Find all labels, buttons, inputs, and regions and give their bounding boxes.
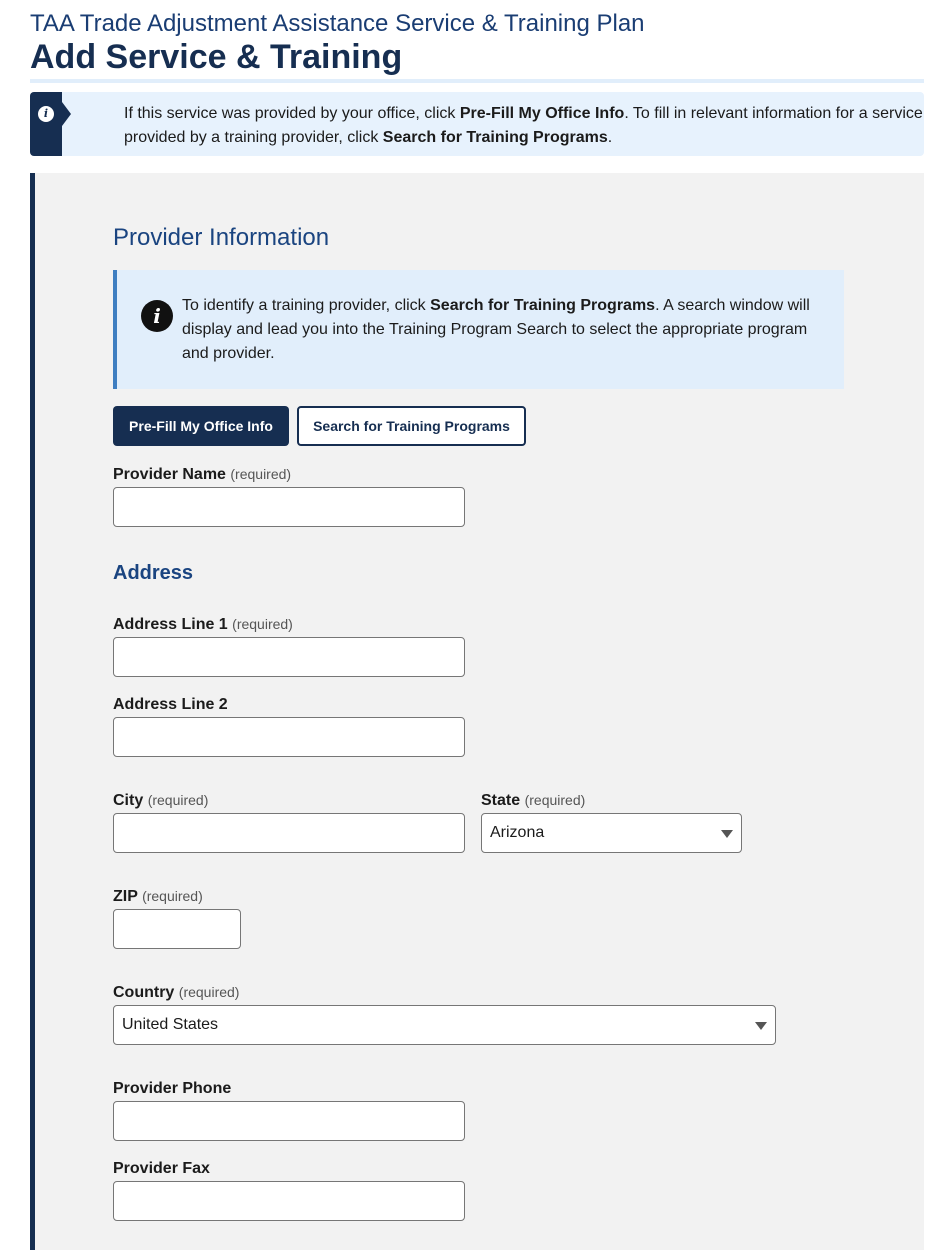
alert-text-segment: . A search window will display and lead you into the Training Program Search to select the appropriate program and provider. [182,297,810,362]
alert-text-segment: . [607,129,613,146]
country-label [113,984,239,1002]
address-line-1-label [113,616,293,634]
alert-message [124,102,924,150]
alert-flag [30,92,62,156]
prefill-office-info-button[interactable]: Pre-Fill My Office Info [113,406,289,446]
address-line-1-input[interactable] [113,637,465,677]
info-icon: i [38,106,54,122]
alert-text-segment: . To fill in relevant information for a service provided by a training provider, click [124,105,923,146]
provider-phone-input[interactable] [113,1101,465,1141]
address-line-2-input[interactable] [113,717,465,757]
required-indicator: (required) [524,792,586,808]
city-input[interactable] [113,813,465,853]
provider-name-label [113,466,291,484]
required-indicator: (required) [178,984,240,1000]
alert-bold-prefill: Pre-Fill My Office Info [459,105,625,122]
caret-down-icon [755,1022,767,1030]
info-icon: i [141,300,173,332]
caret-down-icon [721,830,733,838]
required-indicator: (required) [147,792,209,808]
city-label [113,792,208,810]
alert-bold-search: Search for Training Programs [430,297,656,314]
provider-alert-message [182,294,832,366]
provider-phone-label: Provider Phone [113,1080,232,1097]
info-alert-banner [30,92,924,156]
state-selected-value: Arizona [490,824,545,841]
provider-name-input[interactable] [113,487,465,527]
provider-fax-label: Provider Fax [113,1160,210,1177]
provider-fax-input[interactable] [113,1181,465,1221]
provider-information-heading: Provider Information [113,224,330,251]
label-text: Address Line 1 [113,616,228,633]
state-select[interactable] [481,813,742,853]
zip-input[interactable] [113,909,241,949]
state-label [481,792,585,810]
label-text: ZIP [113,888,138,905]
label-text: Country [113,984,175,1001]
alert-bold-search: Search for Training Programs [382,129,608,146]
address-heading: Address [113,562,194,584]
search-training-programs-button[interactable]: Search for Training Programs [297,406,526,446]
label-text: City [113,792,144,809]
required-indicator: (required) [230,466,292,482]
address-line-2-label: Address Line 2 [113,696,228,713]
country-selected-value: United States [122,1016,219,1033]
alert-text-segment: If this service was provided by your office, click [124,105,460,122]
title-divider [30,79,924,83]
zip-label [113,888,203,906]
alert-text-segment: To identify a training provider, click [182,297,431,314]
country-select[interactable] [113,1005,776,1045]
required-indicator: (required) [142,888,203,904]
provider-info-alert [113,270,844,389]
label-text: Provider Name [113,466,226,483]
required-indicator: (required) [232,616,293,632]
page-title: Add Service & Training [30,38,403,76]
alert-flag-arrow [62,102,71,126]
label-text: State [481,792,521,809]
page-subtitle: TAA Trade Adjustment Assistance Service & Training Plan [30,10,645,37]
